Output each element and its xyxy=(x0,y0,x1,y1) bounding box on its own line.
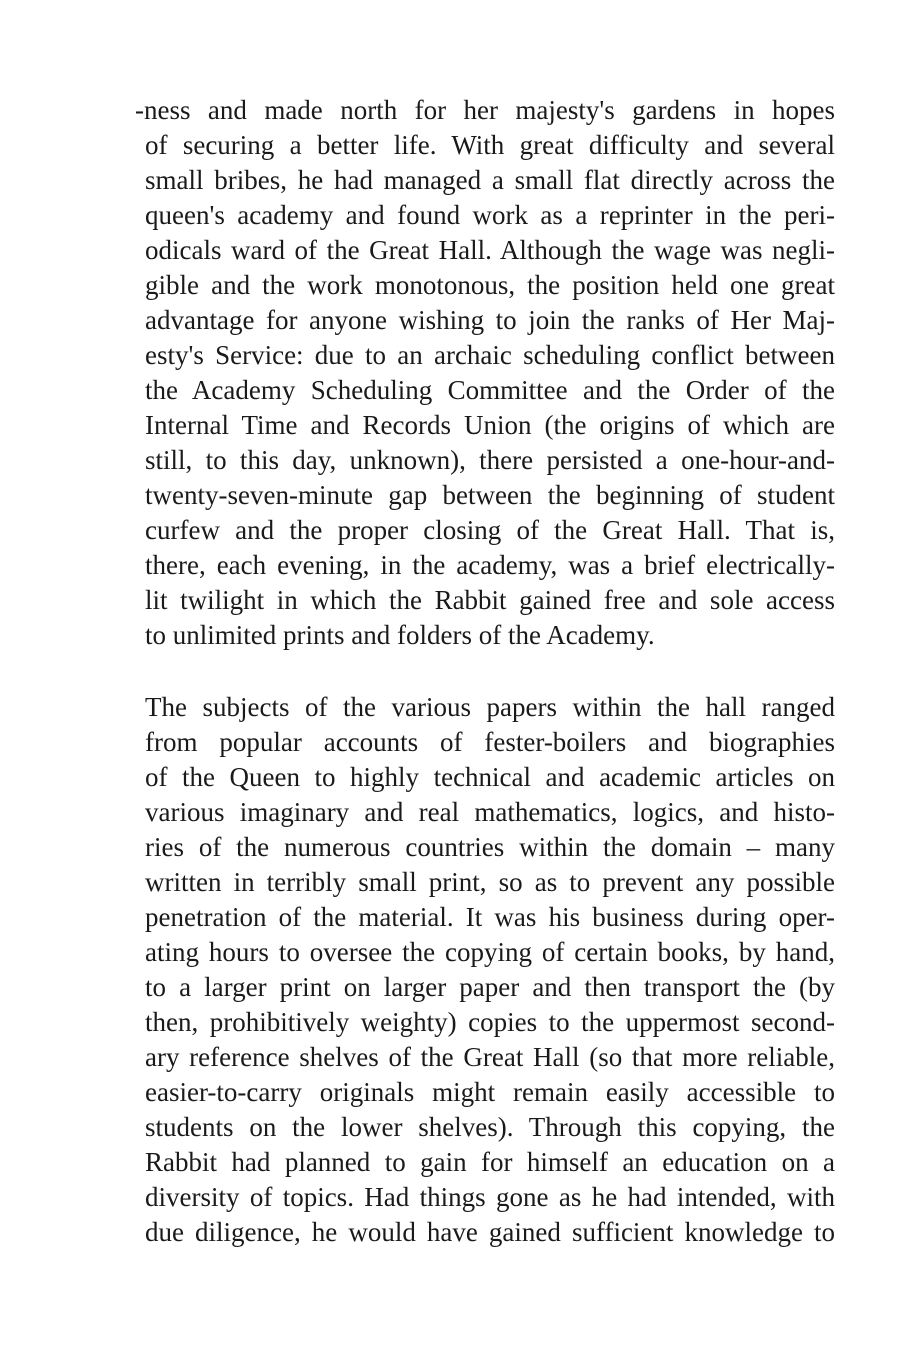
text-line: of the Queen to highly technical and academic articles on xyxy=(145,762,835,792)
text-line: there, each evening, in the academy, was a brief electrically- xyxy=(145,550,835,580)
text-line: ries of the numerous countries within the domain – many xyxy=(145,832,835,862)
text-line: twenty-seven-minute gap between the beginning of student xyxy=(145,480,835,510)
text-line: curfew and the proper closing of the Great Hall. That is, xyxy=(145,515,835,545)
text-line: from popular accounts of fester-boilers and biographies xyxy=(145,727,835,757)
text-line: of securing a better life. With great difficulty and several xyxy=(145,130,835,160)
text-line: advantage for anyone wishing to join the ranks of Her Maj- xyxy=(145,305,835,335)
text-line: Rabbit had planned to gain for himself an education on a xyxy=(145,1147,835,1177)
text-line: to a larger print on larger paper and then transport the (by xyxy=(145,972,835,1002)
paragraph-1 xyxy=(135,93,835,653)
text-line: queen's academy and found work as a reprinter in the peri- xyxy=(145,200,835,230)
text-line: esty's Service: due to an archaic scheduling conflict between xyxy=(145,340,835,370)
text-line: ating hours to oversee the copying of certain books, by hand, xyxy=(145,937,835,967)
text-line: still, to this day, unknown), there persisted a one-hour-and- xyxy=(145,445,835,475)
text-line: The subjects of the various papers within the hall ranged xyxy=(145,692,835,722)
text-line: ary reference shelves of the Great Hall (so that more reliable, xyxy=(145,1042,835,1072)
text-line: easier-to-carry originals might remain easily accessible to xyxy=(145,1077,835,1107)
text-line: lit twilight in which the Rabbit gained free and sole access xyxy=(145,585,835,615)
text-line: the Academy Scheduling Committee and the Order of the xyxy=(145,375,835,405)
text-line: Internal Time and Records Union (the origins of which are xyxy=(145,410,835,440)
text-line: students on the lower shelves). Through this copying, the xyxy=(145,1112,835,1142)
text-line: various imaginary and real mathematics, logics, and histo- xyxy=(145,797,835,827)
text-line: -ness and made north for her majesty's gardens in hopes xyxy=(135,95,835,125)
text-line: then, prohibitively weighty) copies to the uppermost second- xyxy=(145,1007,835,1037)
text-line: due diligence, he would have gained sufficient knowledge to xyxy=(145,1217,835,1247)
paragraph-2 xyxy=(145,690,835,1250)
text-line: diversity of topics. Had things gone as he had intended, with xyxy=(145,1182,835,1212)
text-line: odicals ward of the Great Hall. Although the wage was negli- xyxy=(145,235,835,265)
text-line: written in terribly small print, so as to prevent any possible xyxy=(145,867,835,897)
text-line: to unlimited prints and folders of the Academy. xyxy=(145,620,655,650)
text-line: gible and the work monotonous, the position held one great xyxy=(145,270,835,300)
text-line: penetration of the material. It was his business during oper- xyxy=(145,902,835,932)
text-line: small bribes, he had managed a small flat directly across the xyxy=(145,165,835,195)
